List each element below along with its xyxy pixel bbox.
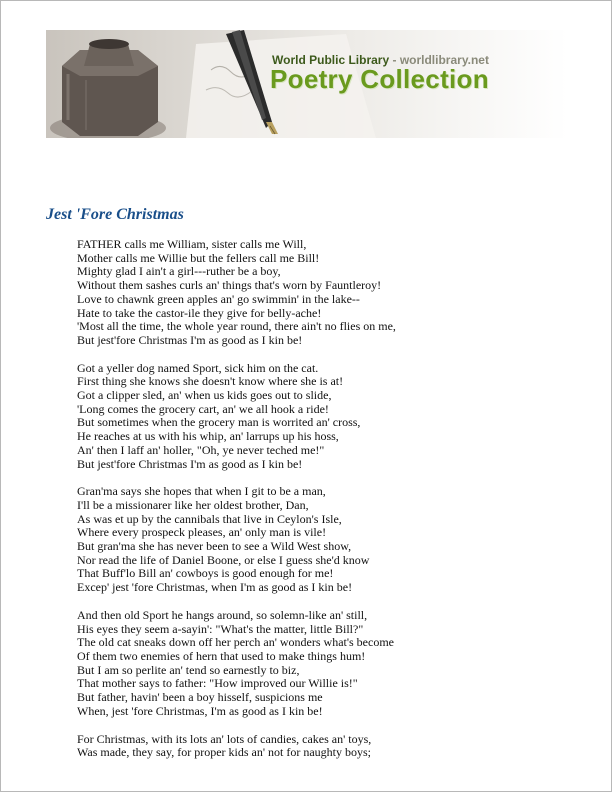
- stanza: [77, 362, 577, 472]
- poem-line: For Christmas, with its lots an' lots of candies, cakes an' toys,: [77, 731, 372, 746]
- poem-line: But I am so perlite an' tend so earnestly to biz,: [77, 662, 300, 677]
- poem-line: But jest'fore Christmas I'm as good as I kin be!: [77, 332, 303, 347]
- poem-line: That Buff'lo Bill an' cowboys is good enough for me!: [77, 566, 334, 581]
- poem-line: First thing she knows she doesn't know where she is at!: [77, 374, 344, 389]
- publisher-site: worldlibrary.net: [399, 53, 489, 67]
- poem-line: But sometimes when the grocery man is worrited an' cross,: [77, 415, 361, 430]
- poem-line: Excep' jest 'fore Christmas, when I'm as good as I kin be!: [77, 580, 353, 595]
- poem-line: FATHER calls me William, sister calls me Will,: [77, 237, 307, 251]
- poem-line: Without them sashes curls an' things that's worn by Fauntleroy!: [77, 278, 382, 293]
- poem-line: As was et up by the cannibals that live in Ceylon's Isle,: [77, 511, 342, 526]
- poem-line: Mighty glad I ain't a girl---ruther be a boy,: [77, 264, 281, 279]
- poem-line: Where every prospeck pleases, an' only man is vile!: [77, 525, 327, 540]
- poem-line: He reaches at us with his whip, an' larrups up his hoss,: [77, 429, 339, 444]
- banner-separator: -: [389, 53, 400, 67]
- poem-line: Of them two enemies of hern that used to make things hum!: [77, 648, 366, 663]
- poem-line: His eyes they seem a-sayin': "What's the matter, little Bill?": [77, 621, 364, 636]
- poem-line: That mother says to father: "How improved our Willie is!": [77, 676, 358, 691]
- poem-line: But jest'fore Christmas I'm as good as I kin be!: [77, 456, 303, 471]
- poem-title: Jest 'Fore Christmas: [46, 206, 184, 223]
- header-banner: [46, 30, 568, 138]
- stanza: [77, 238, 577, 348]
- poem-line: But father, havin' been a boy hisself, suspicions me: [77, 690, 323, 705]
- poem-line: Gran'ma says she hopes that when I git to be a man,: [77, 484, 326, 499]
- poem-line: Love to chawnk green apples an' go swimmin' in the lake--: [77, 291, 360, 306]
- poem-line: I'll be a missionarer like her oldest brother, Dan,: [77, 497, 309, 512]
- collection-title: Poetry Collection: [270, 64, 489, 94]
- stanza: [77, 609, 577, 719]
- publisher-name: World Public Library: [272, 53, 390, 67]
- poem-line: 'Long comes the grocery cart, an' we all hook a ride!: [77, 401, 329, 416]
- poem-line: 'Most all the time, the whole year round, there ain't no flies on me,: [77, 319, 396, 334]
- poem-body: [77, 238, 577, 774]
- poem-line: Nor read the life of Daniel Boone, or else I guess she'd know: [77, 552, 370, 567]
- stanza: [77, 485, 577, 595]
- poem-line: When, jest 'fore Christmas, I'm as good as I kin be!: [77, 703, 323, 718]
- poem-line: Got a yeller dog named Sport, sick him on the cat.: [77, 360, 319, 375]
- poem-line: Got a clipper sled, an' when us kids goes out to slide,: [77, 388, 332, 403]
- poem-line: Was made, they say, for proper kids an' not for naughty boys;: [77, 745, 372, 760]
- poem-line: Mother calls me Willie but the fellers call me Bill!: [77, 250, 320, 265]
- poem-line: And then old Sport he hangs around, so solemn-like an' still,: [77, 607, 368, 622]
- poem-line: Hate to take the castor-ile they give for belly-ache!: [77, 305, 322, 320]
- poem-line: The old cat sneaks down off her perch an' wonders what's become: [77, 635, 394, 650]
- poem-line: An' then I laff an' holler, "Oh, ye never teched me!": [77, 442, 325, 457]
- poem-line: But gran'ma she has never been to see a Wild West show,: [77, 539, 352, 554]
- stanza: [77, 733, 577, 760]
